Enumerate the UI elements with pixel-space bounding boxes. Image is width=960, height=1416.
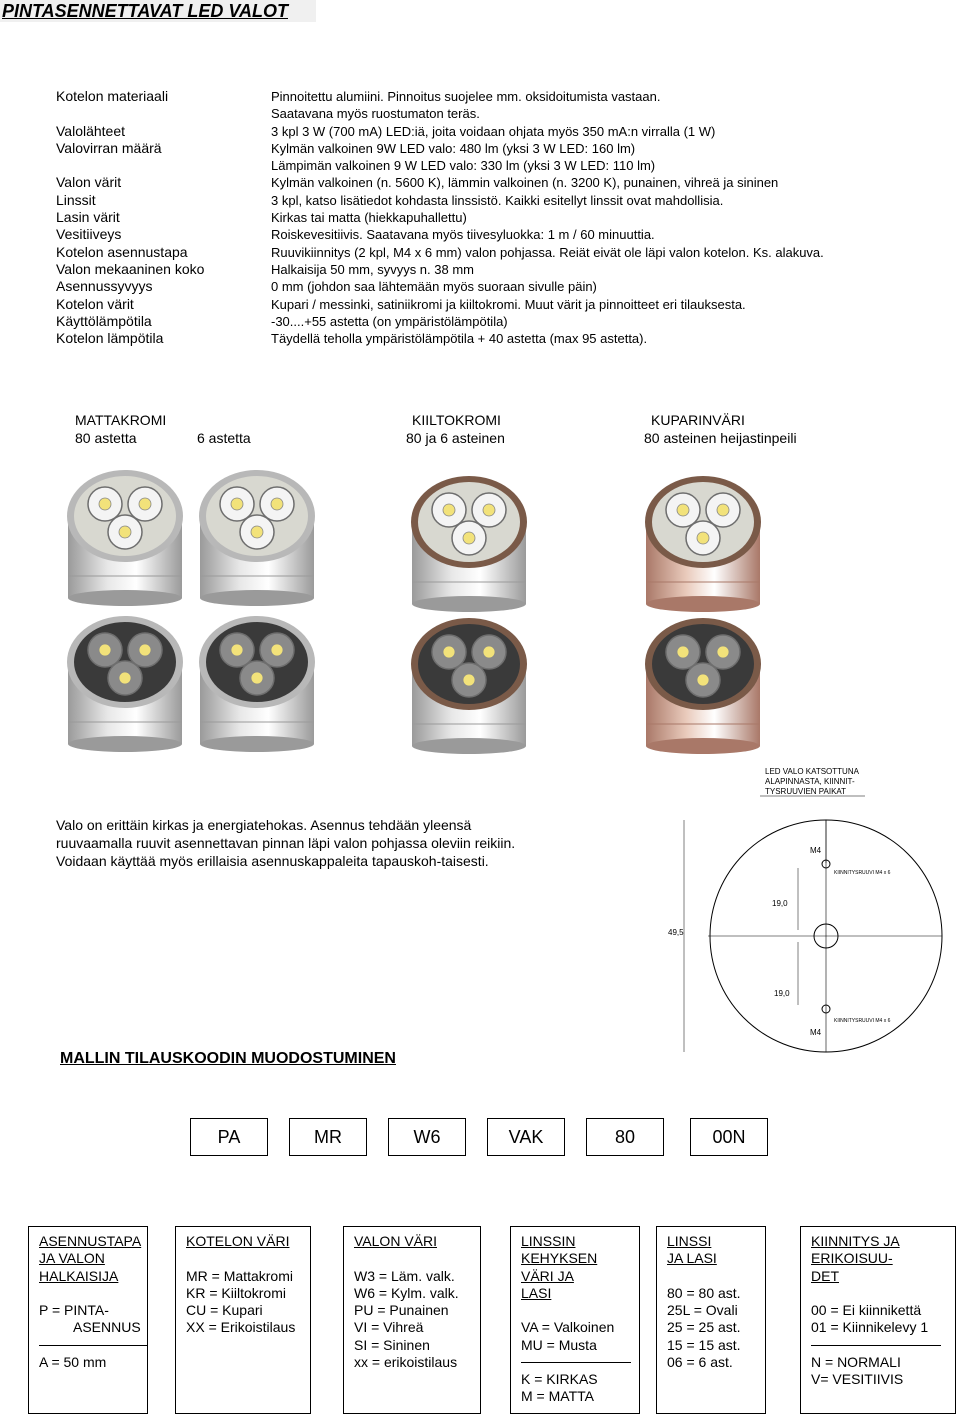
legend-lens-l2: 25L = Ovali (667, 1302, 738, 1319)
lamp-led (231, 644, 243, 656)
legend-lens-h2: JA LASI (667, 1250, 717, 1267)
drawing-m4-top: M4 (810, 846, 822, 855)
spec-label: Valolähteet (56, 122, 126, 139)
legend-housing (175, 1226, 311, 1414)
spec-label: Valon mekaaninen koko (56, 260, 205, 277)
legend-mount-l3: A = 50 mm (39, 1353, 107, 1370)
spec-value: Lämpimän valkoinen 9 W LED valo: 330 lm (yksi 3 W LED: 110 lm) (271, 158, 656, 174)
lamp-led (697, 532, 709, 544)
finish-matt-heading: MATTAKROMI (75, 412, 167, 428)
spec-value: Kirkas tai matta (hiekkapuhallettu) (271, 210, 467, 226)
finish-matt-angle-80: 80 astetta (75, 430, 137, 446)
order-code-box: VAK (487, 1118, 565, 1156)
spec-row (56, 88, 936, 105)
lamp-base (412, 738, 526, 754)
lamp-led (697, 674, 709, 686)
drawing-screw-bottom: KIINNITYSRUUVI M4 x 6 (834, 1018, 891, 1024)
legend-lensframe-l4: M = MATTA (521, 1388, 594, 1405)
spec-label: Valon värit (56, 174, 122, 191)
legend-housing-l3: CU = Kupari (186, 1302, 263, 1319)
legend-lens (656, 1226, 766, 1414)
legend-mount-h2: JA VALON (39, 1250, 105, 1267)
spec-row (56, 226, 936, 243)
spec-table (56, 88, 936, 347)
legend-housing-l4: XX = Erikoistilaus (186, 1319, 296, 1336)
page-title: PINTASENNETTAVAT LED VALOT (0, 0, 316, 22)
finish-gloss-angles: 80 ja 6 asteinen (406, 430, 505, 446)
spec-row (56, 313, 936, 330)
legend-lensframe-l3: K = KIRKAS (521, 1371, 598, 1388)
legend-fixing-h2: ERIKOISUU- (811, 1250, 893, 1267)
order-code-heading: MALLIN TILAUSKOODIN MUODOSTUMINEN (60, 1050, 396, 1067)
drawing-caption-3: TYSRUUVIEN PAIKAT (765, 787, 847, 796)
spec-label: Valovirran määrä (56, 139, 162, 156)
spec-row (56, 105, 936, 122)
legend-lensframe-h2: KEHYKSEN (521, 1250, 598, 1267)
spec-row (56, 123, 936, 140)
legend-mount-h1: ASENNUSTAPA (39, 1233, 142, 1249)
legend-housing-h1: KOTELON VÄRI (186, 1233, 290, 1249)
legend-lens-l4: 15 = 15 ast. (667, 1336, 741, 1353)
lamp-photo-matt-6 (192, 458, 322, 608)
drawing-dim-top: 19,0 (772, 899, 788, 908)
spec-label: Lasin värit (56, 209, 120, 226)
spec-value: -30....+55 astetta (on ympäristölämpötila) (271, 313, 508, 329)
legend-light-l5: SI = Sininen (354, 1336, 430, 1353)
spec-row (56, 209, 936, 226)
spec-row (56, 174, 936, 191)
drawing-caption-2: ALAPINNASTA, KIINNIT- (765, 777, 855, 786)
lamp-led (271, 644, 283, 656)
lamp-led (483, 504, 495, 516)
legend-housing-spacer (186, 1250, 310, 1267)
legend-lens-l1: 80 = 80 ast. (667, 1284, 741, 1301)
drawing-dim-diameter: 49,5 (668, 928, 684, 937)
spec-value: 3 kpl 3 W (700 mA) LED:iä, joita voidaan ohjata myös 350 mA:n virralla (1 W) (271, 123, 716, 139)
lamp-led (483, 646, 495, 658)
lamp-photo-matt-80 (60, 458, 190, 608)
legend-lens-spacer (667, 1268, 765, 1285)
legend-fixing-divider (811, 1345, 941, 1346)
finish-matt-angle-6: 6 astetta (197, 430, 251, 446)
lamp-base (646, 738, 760, 754)
lamp-led (271, 498, 283, 510)
spec-row (56, 140, 936, 157)
legend-lensframe-h4: LASI (521, 1284, 552, 1301)
spec-value: Halkaisija 50 mm, syvyys n. 38 mm (271, 261, 474, 277)
legend-light-color (343, 1226, 481, 1414)
spec-row (56, 278, 936, 295)
legend-light-l2: W6 = Kylm. valk. (354, 1284, 459, 1301)
lamp-led (717, 646, 729, 658)
lamp-led (443, 504, 455, 516)
legend-lensframe-divider (521, 1362, 631, 1363)
lamp-led (251, 672, 263, 684)
legend-lensframe-h3: VÄRI JA (521, 1267, 574, 1284)
legend-light-l6: xx = erikoistilaus (354, 1354, 458, 1371)
spec-row (56, 192, 936, 209)
spec-value: Täydellä teholla ympäristölämpötila + 40 astetta (max 95 astetta). (271, 331, 648, 347)
spec-value: Saatavana myös ruostumaton teräs. (271, 106, 480, 122)
lamp-led (717, 504, 729, 516)
lamp-led (119, 672, 131, 684)
spec-label: Kotelon asennustapa (56, 243, 188, 260)
drawing-caption-1: LED VALO KATSOTTUNA (765, 767, 859, 776)
order-code-box: 80 (586, 1118, 664, 1156)
spec-label: Asennussyvyys (56, 278, 153, 295)
lamp-led (463, 674, 475, 686)
legend-fixing-h1: KIINNITYS JA (811, 1233, 900, 1249)
legend-light-spacer (354, 1250, 480, 1267)
lamp-led (677, 646, 689, 658)
lamp-led (251, 526, 263, 538)
finish-gloss-heading: KIILTOKROMI (412, 412, 501, 428)
legend-fixing-l1: 00 = Ei kiinnikettä (811, 1302, 922, 1319)
spec-label: Käyttölämpötila (56, 312, 152, 329)
drawing-dim-bottom: 19,0 (774, 989, 790, 998)
legend-fixing-h3: DET (811, 1267, 839, 1284)
lamp-base (68, 736, 182, 752)
legend-mount-divider (39, 1345, 147, 1346)
spec-row (56, 157, 936, 174)
intro-text: Valo on erittäin kirkas ja energiatehokas. Asennus tehdään yleensä ruuvaamalla ruuvit asennettavan pinnan läpi valon pohjassa oleviin reikiin. Voidaan käyttää myös erillaisia asennuskappaleita tapauskoh-taisesti. (56, 817, 516, 869)
lamp-photo-copper-80 (638, 464, 768, 614)
spec-value: Ruuvikiinnitys (2 kpl, M4 x 6 mm) valon pohjassa. Reiät eivät ole läpi valon kotelon. Ks. alakuva. (271, 244, 824, 260)
spec-row (56, 296, 936, 313)
legend-lensframe-spacer (521, 1302, 639, 1319)
legend-lens-frame (510, 1226, 640, 1414)
lamp-base (200, 736, 314, 752)
legend-lensframe-l1: VA = Valkoinen (521, 1319, 615, 1336)
drawing-m4-bottom: M4 (810, 1028, 822, 1037)
legend-housing-l2: KR = Kiiltokromi (186, 1284, 286, 1301)
legend-fixing-l2: 01 = Kiinnikelevy 1 (811, 1319, 929, 1336)
legend-mount (28, 1226, 148, 1414)
order-code-box: MR (289, 1118, 367, 1156)
legend-light-l1: W3 = Läm. valk. (354, 1267, 455, 1284)
spec-value: Kylmän valkoinen (n. 5600 K), lämmin valkoinen (n. 3200 K), punainen, vihreä ja sininen (271, 175, 779, 191)
legend-fixing-l4: V= VESITIIVIS (811, 1371, 904, 1388)
legend-mount-h3: HALKAISIJA (39, 1267, 119, 1284)
legend-lensframe-l2: MU = Musta (521, 1336, 597, 1353)
legend-housing-l1: MR = Mattakromi (186, 1267, 293, 1284)
order-code-box: W6 (388, 1118, 466, 1156)
lamp-led (463, 532, 475, 544)
legend-mount-l2: ASENNUS (73, 1319, 141, 1336)
spec-value: Kylmän valkoinen 9W LED valo: 480 lm (yksi 3 W LED: 160 lm) (271, 140, 636, 156)
lamp-led (443, 646, 455, 658)
spec-label: Kotelon lämpötila (56, 330, 164, 347)
spec-value: 0 mm (johdon saa lähtemään myös suoraan sivulle päin) (271, 279, 597, 295)
legend-fixing-l3: N = NORMALI (811, 1353, 901, 1370)
legend-mount-spacer (39, 1285, 147, 1302)
lamp-photo-gloss-80 (404, 464, 534, 614)
spec-row (56, 330, 936, 347)
legend-mount-l1: P = PINTA- (39, 1302, 109, 1319)
spec-value: 3 kpl, katso lisätiedot kohdasta linssistö. Kaikki esitellyt linssit ovat mahdollisia. (271, 192, 724, 208)
lamp-photo-matt-6-dark (192, 604, 322, 754)
legend-fixing (800, 1226, 956, 1414)
lamp-led (677, 504, 689, 516)
legend-lens-l5: 06 = 6 ast. (667, 1354, 733, 1371)
legend-lens-l3: 25 = 25 ast. (667, 1319, 741, 1336)
lamp-led (99, 644, 111, 656)
spec-label: Kotelon värit (56, 295, 134, 312)
lamp-photo-gloss-6 (404, 606, 534, 756)
lamp-led (119, 526, 131, 538)
spec-value: Pinnoitettu alumiini. Pinnoitus suojelee mm. oksidoitumista vastaan. (271, 89, 661, 104)
finish-copper-reflector: 80 asteinen heijastinpeili (644, 430, 797, 446)
legend-light-l4: VI = Vihreä (354, 1319, 424, 1336)
legend-fixing-spacer (811, 1285, 955, 1302)
order-code-box: PA (190, 1118, 268, 1156)
lamp-led (139, 644, 151, 656)
spec-label: Kotelon materiaali (56, 88, 169, 104)
order-code-box: 00N (690, 1118, 768, 1156)
mounting-drawing (660, 765, 950, 1065)
lamp-photo-matt-80-dark (60, 604, 190, 754)
lamp-led (231, 498, 243, 510)
legend-light-h1: VALON VÄRI (354, 1233, 437, 1249)
spec-row (56, 261, 936, 278)
spec-label: Vesitiiveys (56, 226, 122, 243)
lamp-photo-copper-6 (638, 606, 768, 756)
finish-copper-heading: KUPARINVÄRI (651, 412, 745, 428)
legend-lensframe-h1: LINSSIN (521, 1233, 576, 1249)
spec-value: Kupari / messinki, satiniikromi ja kiiltokromi. Muut värit ja pinnoitteet eri tilauksesta. (271, 296, 746, 312)
spec-label: Linssit (56, 191, 96, 208)
spec-row (56, 244, 936, 261)
legend-light-l3: PU = Punainen (354, 1302, 449, 1319)
legend-lens-h1: LINSSI (667, 1233, 712, 1249)
lamp-led (99, 498, 111, 510)
drawing-screw-top: KIINNITYSRUUVI M4 x 6 (834, 870, 891, 876)
lamp-led (139, 498, 151, 510)
spec-value: Roiskevesitiivis. Saatavana myös tiivesyluokka: 1 m / 60 minuuttia. (271, 227, 655, 243)
